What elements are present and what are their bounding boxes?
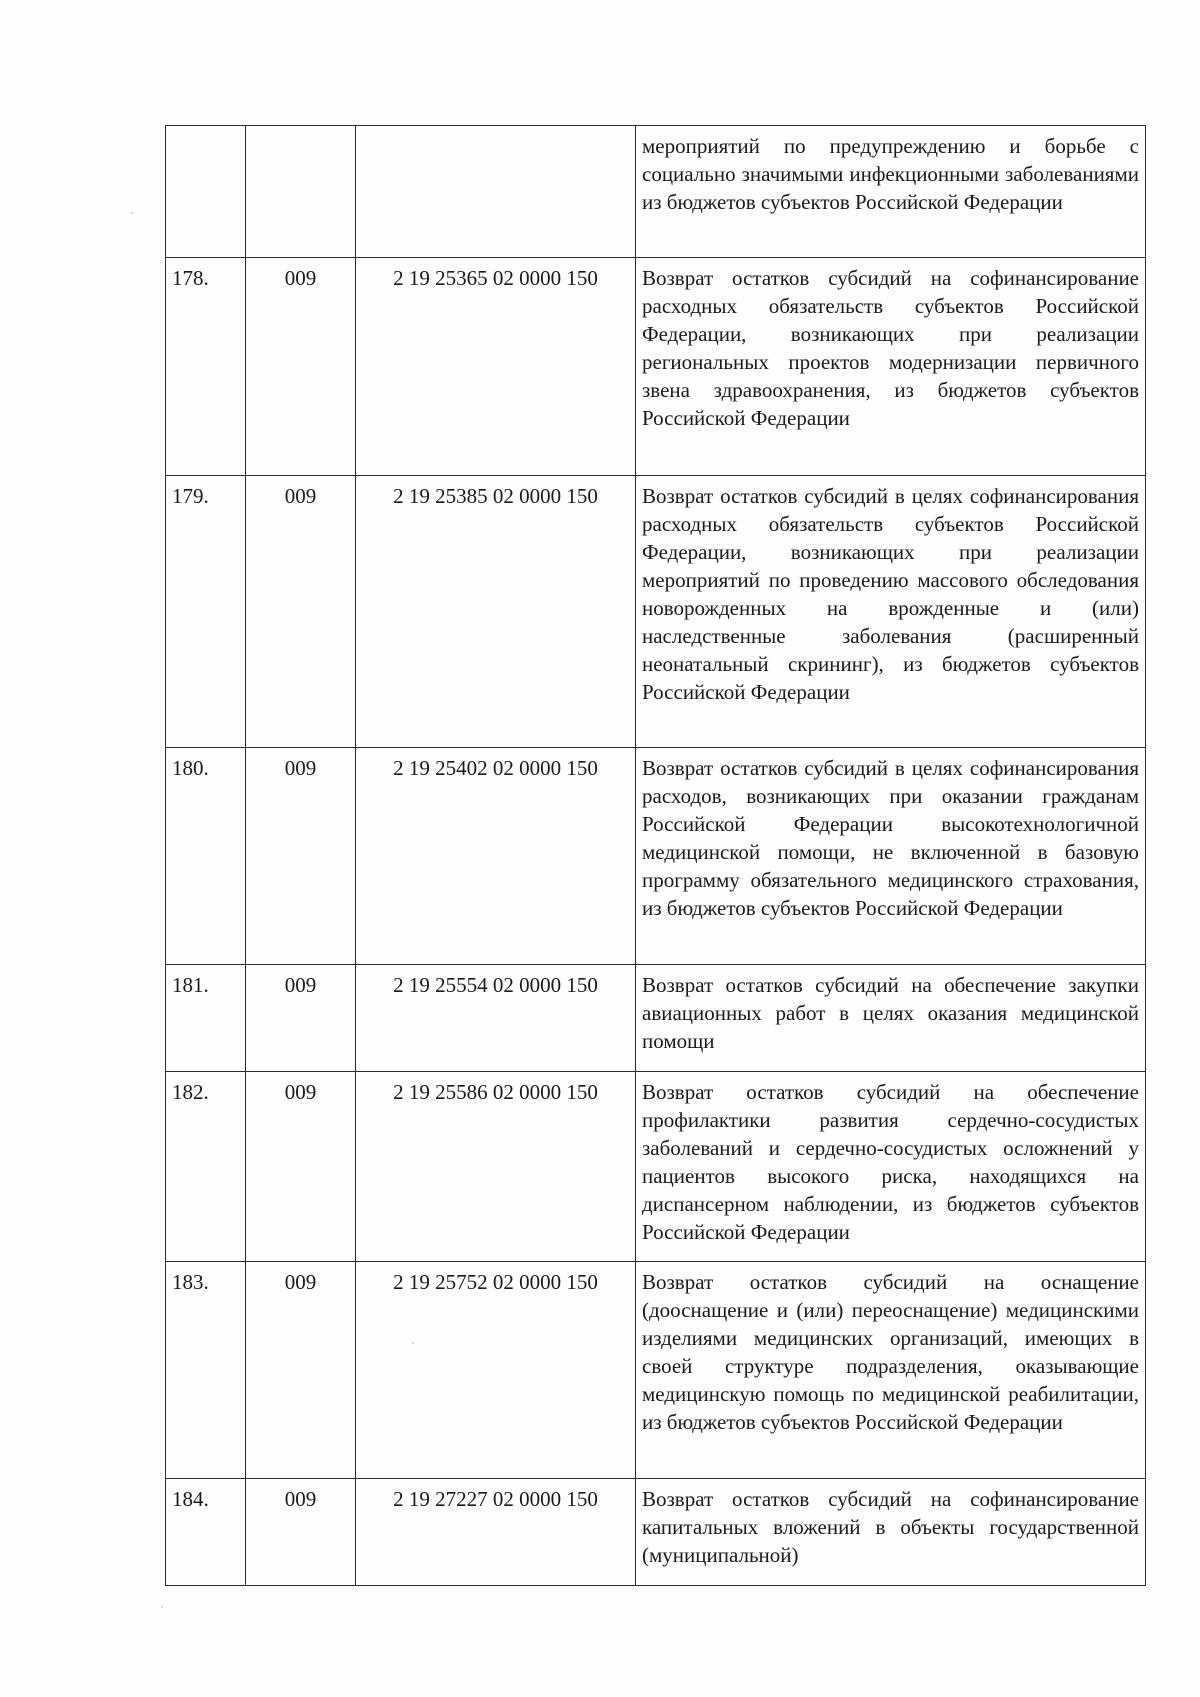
admin-code-cell: 009 — [246, 748, 356, 965]
budget-code-cell: 2 19 25586 02 0000 150 — [356, 1072, 636, 1262]
table-row — [166, 1262, 1146, 1479]
budget-code-cell: 2 19 25385 02 0000 150 — [356, 476, 636, 748]
budget-code-cell: 2 19 27227 02 0000 150 — [356, 1479, 636, 1586]
revenue-name-cell: Возврат остатков субсидий на оснащение (дооснащение и (или) переоснащение) медицинскими изделиями медицинских организаций, имеющих в своей структуре подразделения, оказывающие медицинскую помощь по медицинской реабилитации, из бюджетов субъектов Российской Федерации — [636, 1262, 1146, 1479]
admin-code-cell: 009 — [246, 1072, 356, 1262]
row-number-cell — [166, 126, 246, 258]
budget-code-cell — [356, 126, 636, 258]
admin-code-cell: 009 — [246, 258, 356, 476]
revenue-name-cell: Возврат остатков субсидий в целях софинансирования расходных обязательств субъектов Российской Федерации, возникающих при реализации мероприятий по проведению массового обследования новорожденных на врожденные и (или) наследственные заболевания (расширенный неонатальный скрининг), из бюджетов субъектов Российской Федерации — [636, 476, 1146, 748]
table-row — [166, 965, 1146, 1072]
budget-code-cell: 2 19 25752 02 0000 150 — [356, 1262, 636, 1479]
table-row — [166, 476, 1146, 748]
scan-speck — [161, 1606, 163, 1608]
revenue-name-cell: мероприятий по предупреждению и борьбе с социально значимыми инфекционными заболеваниями из бюджетов субъектов Российской Федерации — [636, 126, 1146, 258]
revenue-name-cell: Возврат остатков субсидий на обеспечение закупки авиационных работ в целях оказания медицинской помощи — [636, 965, 1146, 1072]
row-number-cell: 181. — [166, 965, 246, 1072]
budget-code-cell: 2 19 25365 02 0000 150 — [356, 258, 636, 476]
row-number-cell: 183. — [166, 1262, 246, 1479]
revenue-name-cell: Возврат остатков субсидий на софинансирование расходных обязательств субъектов Российской Федерации, возникающих при реализации региональных проектов модернизации первичного звена здравоохранения, из бюджетов субъектов Российской Федерации — [636, 258, 1146, 476]
table-row — [166, 258, 1146, 476]
revenue-name-cell: Возврат остатков субсидий на софинансирование капитальных вложений в объекты государственной (муниципальной) — [636, 1479, 1146, 1586]
row-number-cell: 184. — [166, 1479, 246, 1586]
table-row — [166, 748, 1146, 965]
admin-code-cell: 009 — [246, 1262, 356, 1479]
table-row-continuation — [166, 126, 1146, 258]
table-row — [166, 1479, 1146, 1586]
scan-speck — [131, 212, 133, 214]
budget-classification-table — [165, 125, 1146, 1586]
budget-code-cell: 2 19 25402 02 0000 150 — [356, 748, 636, 965]
admin-code-cell: 009 — [246, 476, 356, 748]
row-number-cell: 182. — [166, 1072, 246, 1262]
admin-code-cell: 009 — [246, 965, 356, 1072]
admin-code-cell — [246, 126, 356, 258]
budget-code-cell: 2 19 25554 02 0000 150 — [356, 965, 636, 1072]
row-number-cell: 178. — [166, 258, 246, 476]
table-row — [166, 1072, 1146, 1262]
revenue-name-cell: Возврат остатков субсидий на обеспечение профилактики развития сердечно-сосудистых заболеваний и сердечно-сосудистых осложнений у пациентов высокого риска, находящихся на диспансерном наблюдении, из бюджетов субъектов Российской Федерации — [636, 1072, 1146, 1262]
revenue-name-cell: Возврат остатков субсидий в целях софинансирования расходов, возникающих при оказании гражданам Российской Федерации высокотехнологичной медицинской помощи, не включенной в базовую программу обязательного медицинского страхования, из бюджетов субъектов Российской Федерации — [636, 748, 1146, 965]
row-number-cell: 180. — [166, 748, 246, 965]
admin-code-cell: 009 — [246, 1479, 356, 1586]
row-number-cell: 179. — [166, 476, 246, 748]
